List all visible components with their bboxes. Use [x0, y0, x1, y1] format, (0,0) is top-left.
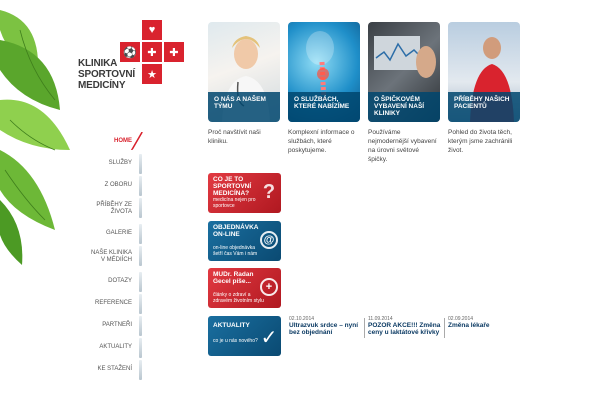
nav-bar	[139, 198, 142, 218]
card-equipment[interactable]	[368, 22, 440, 164]
nav-label: AKTUALITY	[99, 343, 132, 350]
logo-tile-icon: ♥	[142, 20, 162, 40]
card-label: O NÁS A NAŠEM TÝMU	[208, 92, 280, 122]
nav-label: NAŠE KLINIKA V MÉDIÍCH	[90, 250, 132, 263]
news-item[interactable]	[368, 316, 446, 336]
news-divider	[364, 318, 365, 338]
news-item[interactable]	[448, 316, 526, 329]
card-services[interactable]	[288, 22, 360, 155]
card-text: Používáme nejmodernější vybavení na úrovni světové špičky.	[368, 129, 437, 163]
card-image	[288, 22, 360, 122]
promo-online-order-button[interactable]	[208, 221, 281, 261]
nav-item-dotazy[interactable]	[60, 270, 150, 292]
promo-subtitle: co je u nás nového?	[213, 338, 258, 344]
promo-subtitle: medicína nejen pro sportovce	[213, 197, 256, 209]
nav-item-partneri[interactable]	[60, 314, 150, 336]
nav-item-pribehy[interactable]	[60, 196, 150, 222]
nav-bar	[139, 224, 142, 244]
promo-sports-medicine-button[interactable]	[208, 173, 281, 213]
card-image	[448, 22, 520, 122]
at-sign-icon: @	[260, 231, 278, 249]
card-patients[interactable]	[448, 22, 520, 155]
nav-label: Z OBORU	[104, 181, 132, 188]
logo-text	[78, 58, 135, 91]
nav-item-galerie[interactable]	[60, 222, 150, 244]
promo-doctor-articles-button[interactable]	[208, 268, 281, 308]
nav-bar	[139, 294, 142, 314]
card-label: O ŠPIČKOVÉM VYBAVENÍ NAŠÍ KLINIKY	[368, 92, 440, 122]
nav-label: KE STAŽENÍ	[97, 365, 132, 372]
promo-title: CO JE TO SPORTOVNÍ MEDICÍNA?	[213, 176, 252, 197]
logo-tile-icon: ⚽	[120, 42, 140, 62]
nav-label: DOTAZY	[108, 277, 132, 284]
card-label: O SLUŽBÁCH, KTERÉ NABÍZÍME	[288, 92, 360, 122]
card-text: Proč navštívit naši kliniku.	[208, 129, 261, 145]
nav-label: REFERENCE	[94, 299, 132, 306]
checkmark-icon: ✓	[260, 326, 278, 349]
logo-tile-icon: ★	[142, 64, 162, 84]
news-title[interactable]: Změna lékaře	[448, 322, 490, 329]
promo-title: MUDr. Radan Gecel píše...	[213, 271, 254, 285]
news-title[interactable]: POZOR AKCE!!! Změna ceny u laktátové křivky	[368, 322, 441, 336]
logo-tile-icon: ✚	[142, 42, 162, 62]
promo-title: AKTUALITY	[213, 322, 250, 329]
nav-label: PARTNEŘI	[102, 321, 132, 328]
news-date: 02.10.2014	[289, 316, 315, 322]
card-about-team[interactable]	[208, 22, 280, 146]
nav-bar	[139, 272, 142, 292]
plus-icon: +	[260, 278, 278, 296]
question-mark-icon: ?	[262, 180, 276, 203]
promo-subtitle: on-line objednávka šetří čas Vám i nám	[213, 245, 258, 257]
card-label: PŘÍBĚHY NAŠICH PACIENTŮ	[448, 92, 520, 122]
nav-bar	[139, 338, 142, 358]
nav-label: GALERIE	[105, 229, 132, 236]
logo-line: SPORTOVNÍ	[78, 69, 135, 80]
card-image	[368, 22, 440, 122]
nav-item-z-oboru[interactable]	[60, 174, 150, 196]
news-date: 02.09.2014	[448, 316, 474, 322]
nav-item-home[interactable]	[60, 130, 150, 152]
nav-item-reference[interactable]	[60, 292, 150, 314]
news-item[interactable]	[289, 316, 367, 336]
card-text: Komplexní informace o službách, které poskytujeme.	[288, 129, 355, 154]
nav-item-sluzby[interactable]	[60, 152, 150, 174]
nav-label: SLUŽBY	[108, 159, 132, 166]
card-text: Pohled do života těch, kterým jsme zachránili život.	[448, 129, 513, 154]
nav-bar	[139, 246, 142, 266]
news-divider	[444, 318, 445, 338]
card-image	[208, 22, 280, 122]
logo-line: MEDICÍNY	[78, 80, 126, 91]
nav-item-ke-stazeni[interactable]	[60, 358, 150, 380]
nav-bar	[139, 316, 142, 336]
promo-title: OBJEDNÁVKA ON-LINE	[213, 224, 259, 238]
main-nav	[60, 130, 150, 380]
nav-item-aktuality[interactable]	[60, 336, 150, 358]
logo-tile-icon: ✚	[164, 42, 184, 62]
nav-bar	[139, 360, 142, 380]
nav-label: PŘÍBĚHY ZE ŽIVOTA	[96, 202, 132, 215]
promo-subtitle: články o zdraví a zdravém životním stylu	[213, 292, 264, 304]
nav-label: HOME	[114, 137, 132, 144]
news-title[interactable]: Ultrazvuk srdce – nyní bez objednání	[289, 322, 358, 336]
news-date: 11.09.2014	[368, 316, 393, 322]
nav-bar	[139, 176, 142, 196]
nav-bar	[139, 154, 142, 174]
nav-item-media[interactable]	[60, 244, 150, 270]
logo-line: KLINIKA	[78, 58, 118, 69]
promo-news-button[interactable]	[208, 316, 281, 356]
